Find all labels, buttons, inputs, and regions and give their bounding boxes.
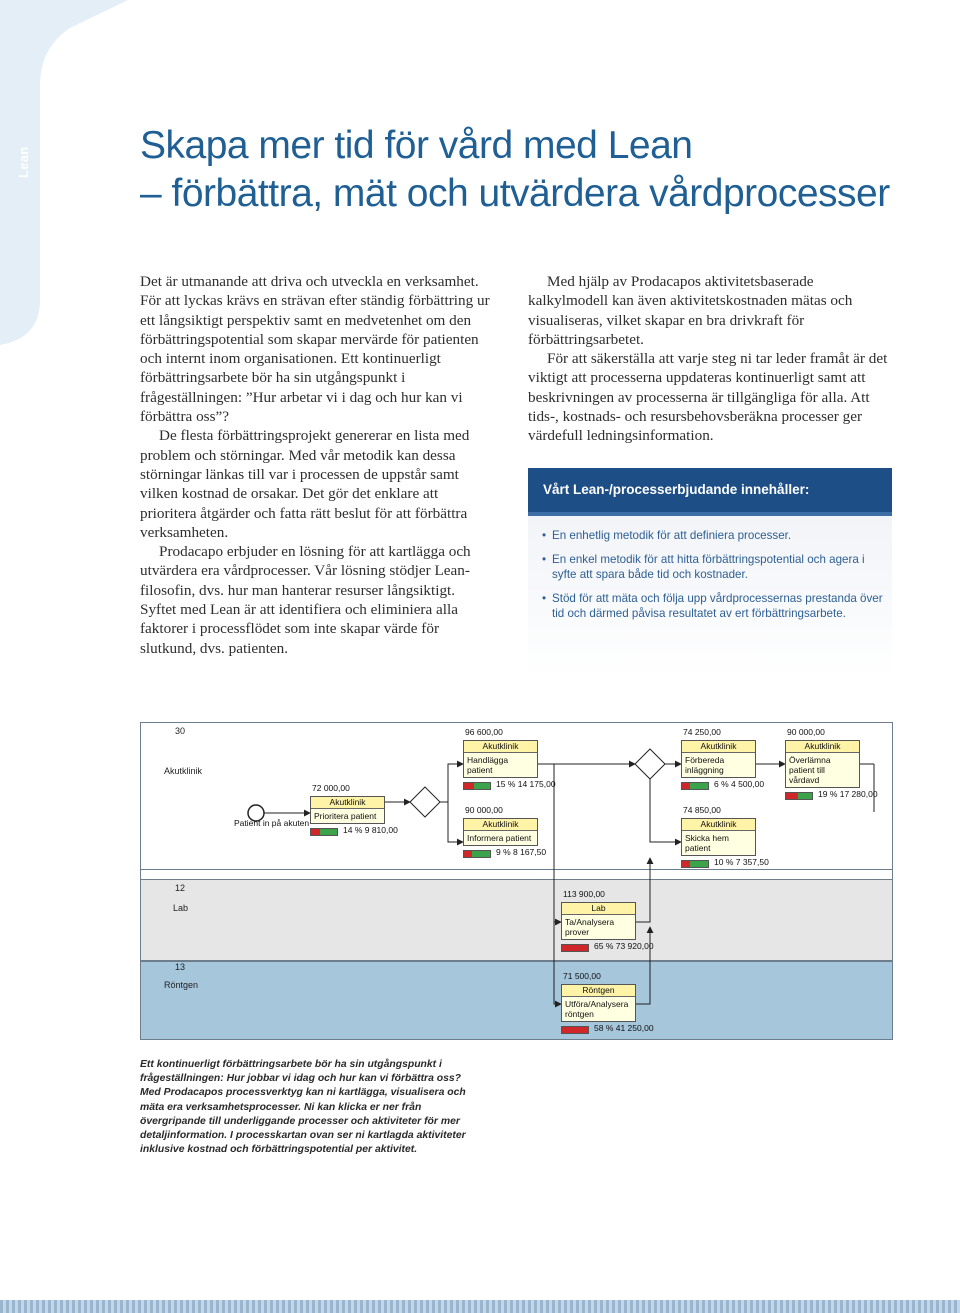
offer-item-text: En enkel metodik för att hitta förbättringspotential och agera i syfte att spara både tid och kostnader.	[552, 552, 865, 581]
lane-number: 13	[175, 962, 186, 972]
offer-item-text: En enhetlig metodik för att definiera processer.	[552, 529, 792, 542]
activity-cost: 74 850,00	[683, 805, 721, 815]
activity-kpi: 14 % 9 810,00	[343, 825, 398, 835]
kpi-bar-fill	[464, 851, 472, 857]
activity-box[interactable]	[310, 796, 385, 824]
kpi-bar	[681, 860, 709, 868]
kpi-bar-fill	[311, 829, 320, 835]
lane-name: Röntgen	[164, 980, 199, 990]
start-label: Patient in på akuten	[234, 818, 310, 828]
activity-cost: 113 900,00	[563, 889, 605, 899]
lane-number: 12	[175, 883, 186, 893]
activity-kpi: 19 % 17 280,00	[818, 789, 878, 799]
page-title	[140, 122, 890, 218]
kpi-bar	[310, 828, 338, 836]
gateway-icon	[410, 787, 440, 817]
activity-department: Akutklinik	[311, 797, 384, 809]
lane-number: 30	[175, 726, 186, 736]
activity-cost: 90 000,00	[465, 805, 503, 815]
bullet-icon: •	[542, 552, 547, 566]
activity-box[interactable]	[681, 740, 756, 778]
activity-cost: 72 000,00	[312, 783, 350, 793]
offer-item	[542, 591, 892, 622]
activity-name: Informera patient	[467, 833, 532, 843]
activity-name: Ta/Analysera prover	[565, 917, 615, 937]
side-tab-label: Lean	[16, 146, 31, 178]
activity-department: Lab	[562, 903, 635, 915]
left-paragraph-1: Det är utmanande att driva och utveckla en verksamhet. För att lyckas krävs en strävan efter ständig förbättring ur ett långsiktigt perspektiv samt en medvetenhet om den förbättringspotential som skapar mervärde för patienten och internt inom organisationen. Ett kontinuerligt förbättringsarbete bör ha sin utgångspunkt i frågeställningen: ”Hur arbetar vi i dag och hur kan vi förbättra oss”?	[140, 273, 490, 426]
activity-name: Handlägga patient	[467, 755, 509, 775]
activity-kpi: 15 % 14 175,00	[496, 779, 556, 789]
activity-cost: 71 500,00	[563, 971, 601, 981]
title-line-1: Skapa mer tid för vård med Lean	[140, 124, 693, 167]
activity-box[interactable]	[463, 740, 538, 778]
activity-name: Förbereda inläggning	[685, 755, 725, 775]
activity-cost: 90 000,00	[787, 727, 825, 737]
activity-department: Akutklinik	[786, 741, 859, 753]
activity-department: Akutklinik	[464, 741, 537, 753]
activity-kpi: 65 % 73 920,00	[594, 941, 654, 951]
right-paragraph-1: Med hjälp av Prodacapos aktivitetsbaserade kalkylmodell kan även aktivitetskostnaden mätas och visualiseras, vilket skapar en bra drivkraft för förbättringsarbetet.	[528, 273, 853, 348]
lane-name: Lab	[173, 903, 189, 913]
activity-name: Skicka hem patient	[685, 833, 729, 853]
activity-cost: 96 600,00	[465, 727, 503, 737]
left-paragraph-3: Prodacapo erbjuder en lösning för att kartlägga och utvärdera era vårdprocesser. Vår lösning stödjer Lean-filosofin, dvs. hur man hanterar resurser långsiktigt. Syftet med Lean är att identifiera och eliminiera alla faktorer i processflödet som inte skapar värde för slutkund, dvs. patienten.	[140, 543, 471, 657]
offer-item	[542, 552, 892, 583]
kpi-bar-fill	[562, 945, 588, 951]
activity-department: Akutklinik	[682, 819, 755, 831]
activity-department: Röntgen	[562, 985, 635, 997]
activity-name: Överlämna patient till vårdavd	[789, 755, 831, 785]
activity-box[interactable]	[681, 818, 756, 856]
kpi-bar-fill	[682, 783, 690, 789]
kpi-bar	[681, 782, 709, 790]
activity-box[interactable]	[463, 818, 538, 846]
activity-box[interactable]	[785, 740, 860, 788]
offer-item-text: Stöd för att mäta och följa upp vårdprocessernas prestanda över tid och därmed påvisa resultatet av ert förbättringsarbete.	[552, 591, 883, 620]
figure-caption: Ett kontinuerligt förbättringsarbete bör ha sin utgångspunkt i frågeställningen: Hur jobbar vi idag och hur kan vi förbättra oss? Med Prodacapos processverktyg kan ni kartlägga, visualisera och mäta era verksamhetsprocesser. Ni kan klicka er ner från övergripande till underliggande processer och aktiviteter för mer detaljinformation. I processkartan ovan ser ni kartlagda aktiviteter inklusive kostnad och förbättringspotential per aktivitet.	[140, 1059, 466, 1156]
activity-kpi: 6 % 4 500,00	[714, 779, 765, 789]
left-column	[140, 272, 494, 658]
kpi-bar	[463, 850, 491, 858]
activity-box[interactable]	[561, 984, 636, 1022]
bottom-band	[0, 1300, 960, 1313]
activity-department: Akutklinik	[464, 819, 537, 831]
kpi-bar	[561, 1026, 589, 1034]
process-diagram	[140, 722, 893, 1040]
activity-name: Utföra/Analysera röntgen	[565, 999, 629, 1019]
kpi-bar-fill	[786, 793, 798, 799]
bullet-icon: •	[542, 591, 547, 605]
kpi-bar-fill	[682, 861, 690, 867]
activity-department: Akutklinik	[682, 741, 755, 753]
kpi-bar	[785, 792, 813, 800]
activity-kpi: 10 % 7 357,50	[714, 857, 769, 867]
offer-heading: Vårt Lean-/processerbjudande innehåller:	[528, 468, 892, 516]
kpi-bar	[561, 944, 589, 952]
activity-cost: 74 250,00	[683, 727, 721, 737]
offer-box	[528, 468, 892, 676]
right-paragraph-2: För att säkerställa att varje steg ni tar leder framåt är det viktigt att processerna uppdateras kontinuerligt samt att beskrivningen av processerna är tillgängliga för alla. Att tids-, kostnads- och resursbehovsberäkna processer ger värdefull ledningsinformation.	[528, 350, 888, 445]
kpi-bar	[463, 782, 491, 790]
activity-kpi: 58 % 41 250,00	[594, 1023, 654, 1033]
offer-list	[528, 516, 892, 622]
title-line-2: – förbättra, mät och utvärdera vårdprocesser	[140, 172, 890, 215]
bullet-icon: •	[542, 529, 547, 542]
lane-name: Akutklinik	[164, 766, 203, 776]
offer-item	[542, 528, 892, 544]
right-column	[528, 272, 894, 446]
activity-box[interactable]	[561, 902, 636, 940]
kpi-bar-fill	[562, 1027, 588, 1033]
activity-name: Prioritera patient	[314, 811, 377, 821]
left-paragraph-2: De flesta förbättringsprojekt genererar en lista med problem och störningar. Med vår metodik kan dessa störningar länkas till var i processen de uppstår samt vilken kostnad de orsakar. Det gör det enklare att prioritera åtgärder och fatta rätt beslut för att förbättra verksamheten.	[140, 427, 470, 541]
kpi-bar-fill	[464, 783, 474, 789]
activity-kpi: 9 % 8 167,50	[496, 847, 547, 857]
gateway-icon	[635, 749, 665, 779]
